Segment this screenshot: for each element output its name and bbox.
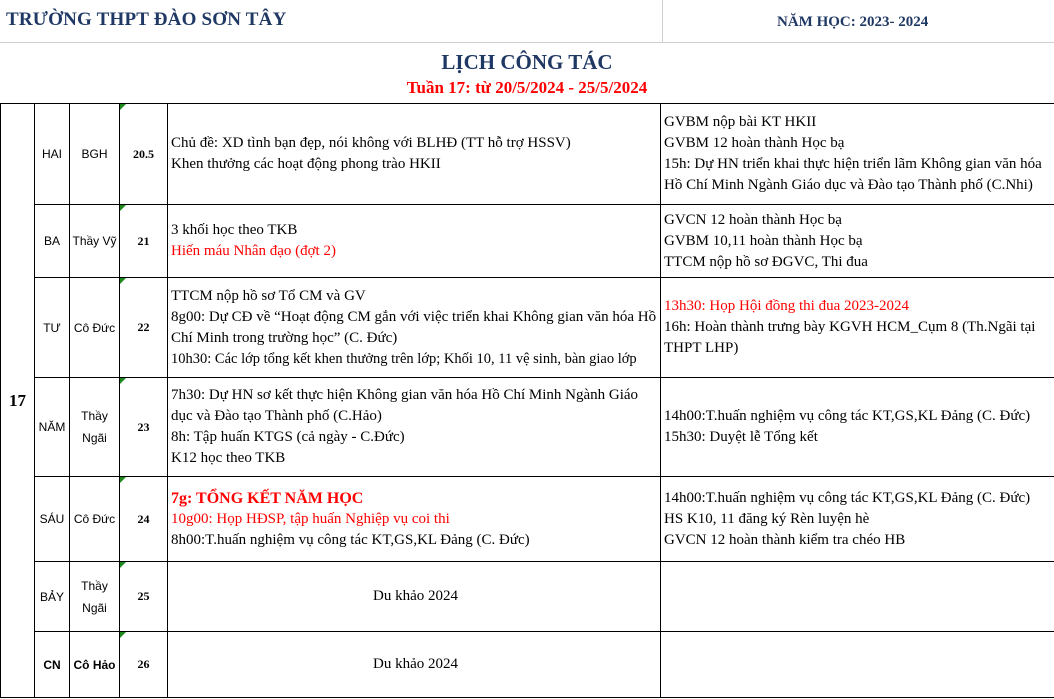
- person-cell: Cô Hảo: [70, 632, 120, 698]
- afternoon-item: GVBM 12 hoàn thành Học bạ: [664, 135, 845, 151]
- afternoon-item: 14h00:T.huấn nghiệm vụ công tác KT,GS,KL Đảng (C. Đức): [664, 408, 1031, 424]
- afternoon-item: HS K10, 11 đăng ký Rèn luyện hè: [664, 510, 870, 527]
- morning-item: 10g00: Họp HĐSP, tập huấn Nghiệp vụ coi thi: [171, 510, 450, 527]
- table-row: [1, 477, 1054, 562]
- afternoon-cell: [661, 278, 1054, 378]
- morning-cell: [168, 378, 661, 477]
- date-text: 21: [137, 233, 150, 248]
- morning-cell: [168, 205, 661, 278]
- date-cell: [120, 562, 168, 632]
- person-cell: Thầy Vỹ: [70, 205, 120, 278]
- date-cell: [120, 104, 168, 205]
- person-cell: Cô Đức: [70, 278, 120, 378]
- morning-cell: [168, 632, 661, 698]
- day-cell: BẢY: [35, 562, 70, 632]
- morning-item: TTCM nộp hồ sơ Tổ CM và GV: [171, 287, 366, 304]
- table-row: [1, 205, 1054, 278]
- afternoon-item: 13h30: Họp Hội đồng thi đua 2023-2024: [664, 298, 909, 314]
- date-text: 24: [137, 511, 150, 526]
- table-row: [1, 562, 1054, 632]
- table-row: [1, 104, 1054, 205]
- afternoon-item: GVBM nộp bài KT HKII: [664, 114, 817, 130]
- comment-marker: [120, 104, 126, 110]
- header-bar: [0, 0, 1054, 43]
- comment-marker: [120, 632, 126, 638]
- comment-marker: [120, 378, 126, 384]
- morning-cell: [168, 562, 661, 632]
- morning-item: 8g00: Dự CĐ về “Hoạt động CM gắn với việc triển khai Không gian văn hóa Hồ Chí Minh trong trường học” (C. Đức): [171, 308, 657, 346]
- morning-item: 3 khối học theo TKB: [171, 222, 298, 238]
- morning-item: 7h30: Dự HN sơ kết thực hiện Không gian văn hóa Hồ Chí Minh Ngành Giáo dục và Đào tạo Thành phố (C.Hảo): [171, 387, 639, 424]
- afternoon-cell: [661, 378, 1054, 477]
- afternoon-item: 15h30: Duyệt lễ Tổng kết: [664, 429, 818, 445]
- schedule-table: [0, 103, 1054, 698]
- morning-item: Du khảo 2024: [373, 588, 458, 604]
- date-text: 26: [137, 657, 150, 671]
- day-cell: CN: [35, 632, 70, 698]
- person-cell: Thầy Ngãi: [70, 378, 120, 477]
- morning-item: Du khảo 2024: [373, 656, 458, 672]
- afternoon-item: GVCN 12 hoàn thành Học bạ: [664, 211, 842, 228]
- afternoon-cell: [661, 562, 1054, 632]
- morning-cell: [168, 104, 661, 205]
- comment-marker: [120, 205, 126, 211]
- date-cell: [120, 477, 168, 562]
- morning-item: 10h30: Các lớp tổng kết khen thưởng trên lớp; Khối 10, 11 vệ sinh, bàn giao lớp: [171, 350, 637, 367]
- date-cell: [120, 205, 168, 278]
- header-divider: [662, 0, 663, 42]
- table-row: [1, 378, 1054, 477]
- morning-cell: [168, 278, 661, 378]
- day-cell: TƯ: [35, 278, 70, 378]
- table-row: [1, 278, 1054, 378]
- person-cell: Cô Đức: [70, 477, 120, 562]
- morning-cell: [168, 477, 661, 562]
- afternoon-item: GVBM 10,11 hoàn thành Học bạ: [664, 232, 863, 249]
- afternoon-cell: [661, 104, 1054, 205]
- afternoon-item: Hồ Chí Minh Ngành Giáo dục và Đào tạo Thành phố (C.Nhi): [664, 177, 1033, 193]
- date-text: 20.5: [133, 146, 154, 161]
- comment-marker: [120, 562, 126, 568]
- afternoon-item: 16h: Hoàn thành trưng bày KGVH HCM_Cụm 8 (Th.Ngãi tại THPT LHP): [664, 319, 1036, 356]
- person-cell: BGH: [70, 104, 120, 205]
- morning-item: 7g: TỔNG KẾT NĂM HỌC: [171, 489, 364, 507]
- week-range: Tuần 17: từ 20/5/2024 - 25/5/2024: [406, 78, 648, 97]
- comment-marker: [120, 477, 126, 483]
- afternoon-item: TTCM nộp hồ sơ ĐGVC, Thi đua: [664, 253, 868, 270]
- day-cell: NĂM: [35, 378, 70, 477]
- day-cell: BA: [35, 205, 70, 278]
- morning-item: 8h: Tập huấn KTGS (cả ngày - C.Đức): [171, 429, 405, 445]
- morning-item: Khen thưởng các hoạt động phong trào HKII: [171, 156, 441, 172]
- table-row: [1, 632, 1054, 698]
- date-text: 23: [137, 419, 150, 434]
- afternoon-item: 15h: Dự HN triển khai thực hiện triển lãm Không gian văn hóa: [664, 156, 1042, 172]
- date-cell: [120, 278, 168, 378]
- school-name: TRƯỜNG THPT ĐÀO SƠN TÂY: [6, 9, 287, 30]
- date-cell: [120, 378, 168, 477]
- comment-marker: [120, 278, 126, 284]
- morning-item: Hiến máu Nhân đạo (đợt 2): [171, 243, 336, 259]
- date-text: 25: [137, 589, 150, 603]
- date-cell: [120, 632, 168, 698]
- person-cell: Thầy Ngãi: [70, 562, 120, 632]
- morning-item: Chủ đề: XD tình bạn đẹp, nói không với BLHĐ (TT hỗ trợ HSSV): [171, 135, 571, 151]
- date-text: 22: [137, 320, 150, 334]
- day-cell: HAI: [35, 104, 70, 205]
- morning-item: 8h00:T.huấn nghiệm vụ công tác KT,GS,KL Đảng (C. Đức): [171, 531, 530, 548]
- afternoon-cell: [661, 205, 1054, 278]
- page-title: LỊCH CÔNG TÁC: [441, 50, 613, 74]
- morning-item: K12 học theo TKB: [171, 450, 286, 466]
- afternoon-cell: [661, 632, 1054, 698]
- afternoon-item: GVCN 12 hoàn thành kiểm tra chéo HB: [664, 531, 906, 548]
- day-cell: SÁU: [35, 477, 70, 562]
- week-number: 17: [1, 104, 35, 698]
- school-year: NĂM HỌC: 2023- 2024: [777, 14, 929, 30]
- afternoon-item: 14h00:T.huấn nghiệm vụ công tác KT,GS,KL Đảng (C. Đức): [664, 489, 1031, 506]
- afternoon-cell: [661, 477, 1054, 562]
